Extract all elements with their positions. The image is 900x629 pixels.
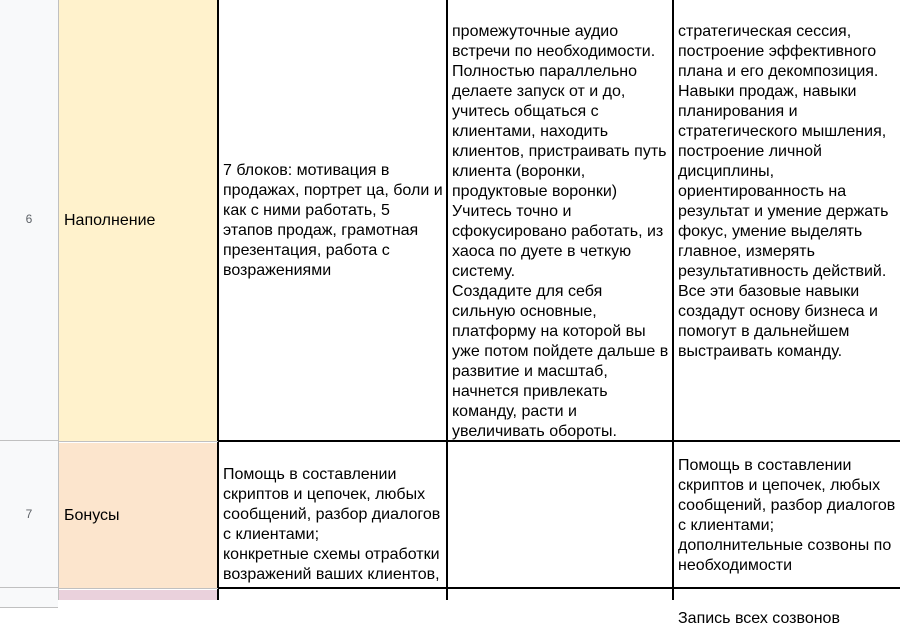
cell-text: Наполнение [64, 211, 156, 229]
cell-text: Запись всех созвонов [678, 610, 840, 627]
row-border [218, 440, 900, 442]
row-header-8[interactable] [0, 588, 58, 608]
column-border [217, 0, 219, 600]
cell-row7-col-d[interactable] [673, 443, 900, 588]
row-header-6[interactable] [0, 0, 58, 441]
cell-row6-col-c[interactable] [447, 1, 673, 441]
cell-label-filling[interactable] [59, 0, 218, 441]
cell-row7-col-c[interactable] [447, 444, 673, 588]
column-border [672, 0, 674, 600]
cell-text: стратегическая сессия, построение эффективного плана и его декомпозиция. Навыки продаж, навыки планирования и стратегического мышления, построение личной дисциплины, ориентированность на результат и умение держать фокус, умение выделять главное, измерять результативность действий. Все эти базовые навыки создадут основу бизнеса и помогут в дальнейшем выстраивать команду. [678, 23, 889, 360]
column-border [446, 0, 448, 600]
row-header-7[interactable] [0, 441, 58, 588]
cell-row6-col-b[interactable] [218, 0, 447, 441]
row-number: 7 [25, 507, 33, 521]
cell-text: Помощь в составлении скриптов и цепочек, любых сообщений, разбор диалогов с клиентами; конкретные схемы отработки возражений ваших клиентов, [223, 466, 441, 583]
cell-row8-col-d[interactable] [673, 588, 900, 627]
row-border [218, 587, 900, 589]
row-border-label [59, 441, 218, 442]
cell-label-row8[interactable] [59, 590, 218, 600]
cell-text: промежуточные аудио встречи по необходимости. Полностью параллельно делаете запуск от и до, учитесь общаться с клиентами, находить клиентов, пристраивать путь клиента (воронки, продуктовые воронки) Учитесь точно и сфокусировано работать, из хаоса по дуете в четкую систему. Создадите для себя сильную основные, платформу на которой вы уже потом пойдете дальше в развитие и масштаб, начнется привлекать команду, расти и увеличивать обороты. [452, 23, 669, 440]
row-number: 6 [25, 212, 33, 226]
row-border-label [59, 588, 218, 589]
cell-text: Бонусы [64, 506, 120, 524]
cell-label-bonuses[interactable] [59, 443, 218, 588]
cell-row6-col-d[interactable] [673, 1, 900, 441]
cell-text: Помощь в составлении скриптов и цепочек, любых сообщений, разбор диалогов с клиентами; дополнительные созвоны по необходимости [678, 456, 896, 574]
cell-text: 7 блоков: мотивация в продажах, портрет ца, боли и как с ними работать, 5 этапов продаж, грамотная презентация, работа с возражениями [223, 161, 443, 279]
cell-row7-col-b[interactable] [218, 444, 447, 588]
